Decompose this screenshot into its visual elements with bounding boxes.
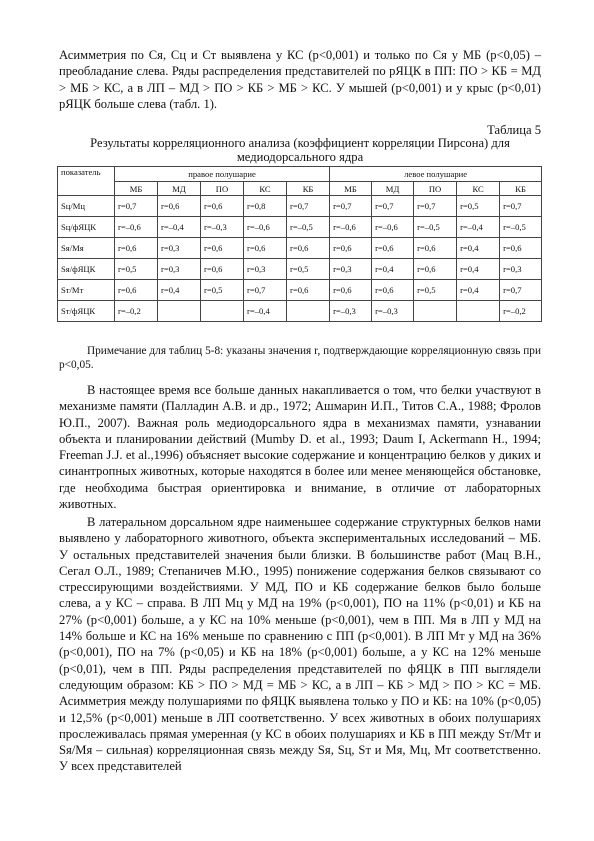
table-cell: r=0,3 <box>244 259 287 280</box>
table-cell: r=–0,4 <box>457 217 500 238</box>
table-cell: r=–0,3 <box>201 217 244 238</box>
table-cell: r=0,6 <box>244 238 287 259</box>
table-cell: r=0,6 <box>115 280 158 301</box>
table-cell: r=0,6 <box>287 238 330 259</box>
table-cell: r=0,5 <box>287 259 330 280</box>
paragraph-memory: В настоящее время все больше данных накапливается о том, что белки участвуют в механизме памяти (Палладин А.В. и др., 1972; Ашмарин И.П., Титов С.А., 1988; Фролов Ю.П., 2007). Важная роль медиодорсального ядра в механизмах памяти, узнавании объекта и планировании действий (Mumby D. et al., 1993; Daum I, Ackermann H., 1994; Freeman J.J. et al.,1996) объясняет высокие содержание и концентрацию белков у диких и синантропных животных, которые находятся в более или менее меняющейся обстановке, где необходима быстрая ориентировка и внимание, в отличие от лабораторных животных. <box>59 383 541 512</box>
table-cell: r=0,6 <box>330 280 372 301</box>
correlation-table <box>57 166 542 322</box>
table-cell: r=0,6 <box>414 259 457 280</box>
row-label: Sт/Мт <box>58 280 115 301</box>
table-cell: r=0,6 <box>201 238 244 259</box>
subheader-cell: КБ <box>287 182 330 196</box>
row-label: Sя/фЯЦК <box>58 259 115 280</box>
table-row <box>58 280 542 301</box>
subheader-cell: ПО <box>201 182 244 196</box>
subheader-cell: МБ <box>330 182 372 196</box>
table-cell: r=0,7 <box>500 280 542 301</box>
table-cell: r=0,4 <box>158 280 201 301</box>
table-row <box>58 259 542 280</box>
table-cell: r=–0,6 <box>115 217 158 238</box>
table-cell: r=0,7 <box>414 196 457 217</box>
table-cell: r=0,7 <box>372 196 414 217</box>
table-cell: r=0,3 <box>330 259 372 280</box>
table-row <box>58 301 542 322</box>
table-cell: r=–0,5 <box>287 217 330 238</box>
table-cell: r=–0,4 <box>158 217 201 238</box>
table-cell: r=0,6 <box>500 238 542 259</box>
table-cell: r=0,3 <box>158 238 201 259</box>
table-cell <box>457 301 500 322</box>
table-cell: r=0,6 <box>115 238 158 259</box>
table-cell: r=–0,2 <box>115 301 158 322</box>
table-cell: r=0,5 <box>457 196 500 217</box>
table-cell: r=0,5 <box>115 259 158 280</box>
table-cell: r=0,4 <box>457 259 500 280</box>
table-row <box>58 217 542 238</box>
table-cell <box>414 301 457 322</box>
table-cell: r=0,5 <box>414 280 457 301</box>
table-cell: r=0,3 <box>500 259 542 280</box>
table-cell: r=0,6 <box>287 280 330 301</box>
subheader-cell: МД <box>372 182 414 196</box>
table-title: Результаты корреляционного анализа (коэффициент корреляции Пирсона) для медиодорсального ядра <box>90 136 510 164</box>
table-number: Таблица 5 <box>487 123 541 137</box>
table-cell <box>287 301 330 322</box>
table-row <box>58 196 542 217</box>
table-cell: r=0,7 <box>115 196 158 217</box>
table-cell: r=–0,2 <box>500 301 542 322</box>
table-body <box>58 196 542 322</box>
table-cell: r=0,6 <box>158 196 201 217</box>
table-cell: r=–0,3 <box>330 301 372 322</box>
table-cell: r=0,7 <box>244 280 287 301</box>
table-cell: r=0,6 <box>330 238 372 259</box>
row-label: Sя/Мя <box>58 238 115 259</box>
table-cell: r=–0,3 <box>372 301 414 322</box>
table-cell: r=0,4 <box>372 259 414 280</box>
table-cell: r=0,4 <box>457 280 500 301</box>
table-cell: r=0,5 <box>201 280 244 301</box>
subheader-cell: МД <box>158 182 201 196</box>
table-cell: r=0,7 <box>330 196 372 217</box>
header-parameter: показатель <box>58 167 115 196</box>
row-label: Sц/Мц <box>58 196 115 217</box>
table-cell: r=0,7 <box>287 196 330 217</box>
table-cell <box>201 301 244 322</box>
table-cell: r=0,6 <box>201 259 244 280</box>
table-cell: r=–0,4 <box>244 301 287 322</box>
table-cell: r=–0,6 <box>372 217 414 238</box>
table-cell: r=–0,5 <box>500 217 542 238</box>
table-cell: r=–0,5 <box>414 217 457 238</box>
table-cell <box>158 301 201 322</box>
table-cell: r=0,6 <box>201 196 244 217</box>
table-cell: r=0,3 <box>158 259 201 280</box>
subheader-cell: МБ <box>115 182 158 196</box>
header-right-hemisphere: правое полушарие <box>115 167 330 182</box>
row-label: Sт/фЯЦК <box>58 301 115 322</box>
table-cell: r=0,7 <box>500 196 542 217</box>
subheader-cell: КБ <box>500 182 542 196</box>
table-cell: r=0,4 <box>457 238 500 259</box>
subheader-cell: КС <box>457 182 500 196</box>
subheader-cell: КС <box>244 182 287 196</box>
table-cell: r=–0,6 <box>244 217 287 238</box>
table-cell: r=0,6 <box>372 238 414 259</box>
row-label: Sц/фЯЦК <box>58 217 115 238</box>
table-cell: r=0,8 <box>244 196 287 217</box>
table-cell: r=–0,6 <box>330 217 372 238</box>
paragraph-intro: Асимметрия по Ся, Сц и Ст выявлена у КС (р<0,001) и только по Ся у МБ (р<0,05) – преобладание слева. Ряды распределения представителей по рЯЦК в ПП: ПО > КБ = МД > МБ > КС, а в ЛП – МД > ПО > КБ > МБ > КС. У мышей (р<0,001) и у крыс (р<0,01) рЯЦК больше слева (табл. 1). <box>59 48 541 111</box>
table-note: Примечание для таблиц 5-8: указаны значения r, подтверждающие корреляционную связь при р<0,05. <box>59 345 541 371</box>
table-cell: r=0,6 <box>372 280 414 301</box>
table-cell: r=0,6 <box>414 238 457 259</box>
subheader-cell: ПО <box>414 182 457 196</box>
header-left-hemisphere: левое полушарие <box>330 167 542 182</box>
paragraph-lateral-dorsal: В латеральном дорсальном ядре наименьшее содержание структурных белков нами выявлено у лабораторного животного, объекта экспериментальных исследований – МБ. У остальных представителей значения были близки. В большинстве работ (Мац В.Н., Сегал О.Л., 1989; Степаничев М.Ю., 1995) понижение содержания белков связывают со стрессирующими воздействиями. У МД, ПО и КБ содержание белков было больше слева, а у КС – справа. В ЛП Мц у МД на 19% (р<0,001), ПО на 11% (р<0,01) и КБ на 27% (р<0,001) больше, а у КС на 10% меньше (р<0,001), чем в ПП. Мя в ЛП у МД на 14% больше и КС на 16% меньше по сравнению с ПП (р<0,001). В ЛП Мт у МД на 36% (р<0,001), ПО на 7% (р<0,05) и КБ на 18% (р<0,001) больше, а у КС на 12% меньше (р<0,01), чем в ПП. Ряды распределения представителей по фЯЦК в ПП выглядели следующим образом: КБ > ПО > МД = МБ > КС, а в ЛП – КБ > МД > ПО > КС = МБ. Асимметрия между полушариями по фЯЦК выявлена только у ПО и КБ: на 10% (р<0,05) и 12,5% (р<0,001) меньше в ЛП соответственно. У всех животных в обоих полушариях прослеживалась прямая умеренная (у КС в обоих полушариях и КБ в ПП между Sт/Мт и Sя/Мя – сильная) корреляционная связь между Sя, Sц, Sт и Мя, Мц, Мт соответственно. У всех представителей <box>59 515 541 774</box>
table-row <box>58 238 542 259</box>
